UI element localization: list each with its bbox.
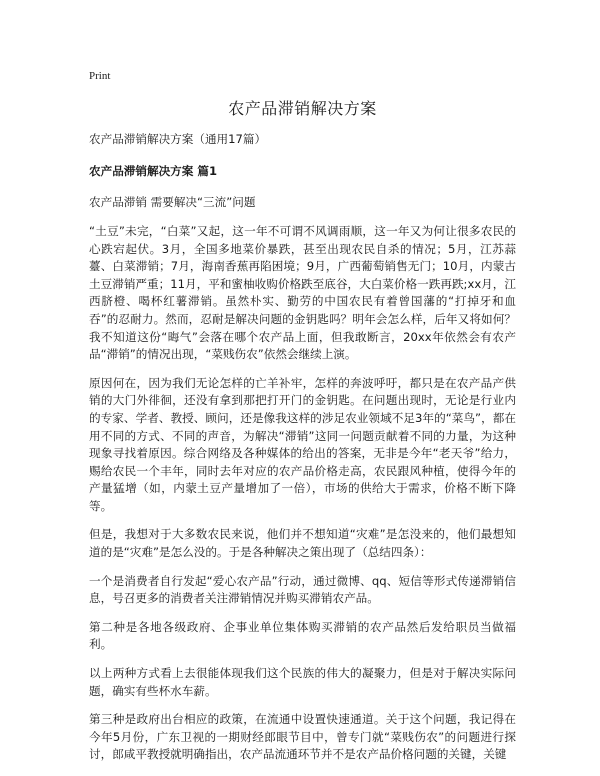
- section-heading: 农产品滞销解决方案 篇1: [89, 163, 218, 178]
- paragraph: 第二种是各地各级政府、企事业单位集体购买滞销的农产品然后发给职员当做福利。: [89, 619, 516, 652]
- paragraph: 原因何在，因为我们无论怎样的亡羊补牢，怎样的奔波呼吁，都只是在农产品产供销的大门外徘徊，还没有拿到那把打开门的金钥匙。在问题出现时，无论是行业内的专家、学者、教授、顾问，还是像我这样的涉足农业领域不足3年的“菜鸟”，都在用不同的方式、不同的声音，为解决“滞销”这同一问题贡献着不同的力量，为这种现象寻找着原因。综合网络及各种媒体的给出的答案，无非是今年“老天爷”给力，赐给农民一个丰年，同时去年对应的农产品价格走高，农民跟风种植，使得今年的产量猛增（如，内蒙土豆产量增加了一倍），市场的供给大于需求，价格不断下降等。: [89, 375, 516, 513]
- document-subtitle: 农产品滞销解决方案（通用17篇）: [89, 132, 267, 147]
- paragraph: 第三种是政府出台相应的政策，在流通中设置快速通道。关于这个问题，我记得在今年5月份，广东卫视的一期财经郎眼节目中，曾专门就“菜贱伤农”的问题进行探讨，郎咸平教授就明确指出，农产品流通环节并不是农产品价格问题的关键，关键: [89, 712, 516, 762]
- paragraph-intro: 农产品滞销 需要解决“三流”问题: [89, 195, 256, 210]
- page-title: 农产品滞销解决方案: [228, 98, 377, 118]
- paragraph: 但是，我想对于大多数农民来说，他们并不想知道“灾难”是怎没来的，他们最想知道的是“灾难”是怎么没的。于是各种解决之策出现了（总结四条）：: [89, 527, 516, 560]
- paragraph: 一个是消费者自行发起“爱心农产品”行动，通过微博、qq、短信等形式传递滞销信息，号召更多的消费者关注滞销情况并购买滞销农产品。: [89, 573, 516, 606]
- paragraph: “土豆”未完，“白菜”又起，这一年不可谓不风调雨顺，这一年又为何让很多农民的心跌宕起伏。3月，全国多地菜价暴跌，甚至出现农民自杀的情况；5月，江苏蒜薹、白菜滞销；7月，海南香蕉再陷困境；9月，广西葡萄销售无门；10月，内蒙古土豆滞销严重；11月，平和蜜柚收购价格跌至底谷，大白菜价格一跌再跌;xx月，江西脐橙、喝杯红薯滞销。虽然朴实、勤劳的中国农民有着曾国藩的“打掉牙和血吞”的忍耐力。然而，忍耐是解决问题的金钥匙吗？明年会怎么样，后年又将如何？我不知道这份“晦气”会落在哪个农产品上面，但我敢断言，20xx年依然会有农产品“滞销”的情况出现，“菜贱伤农”依然会继续上演。: [89, 223, 516, 362]
- paragraph: 以上两种方式看上去很能体现我们这个民族的伟大的凝聚力，但是对于解决实际问题，确实有些杯水车薪。: [89, 666, 516, 698]
- print-link[interactable]: Print: [89, 70, 111, 82]
